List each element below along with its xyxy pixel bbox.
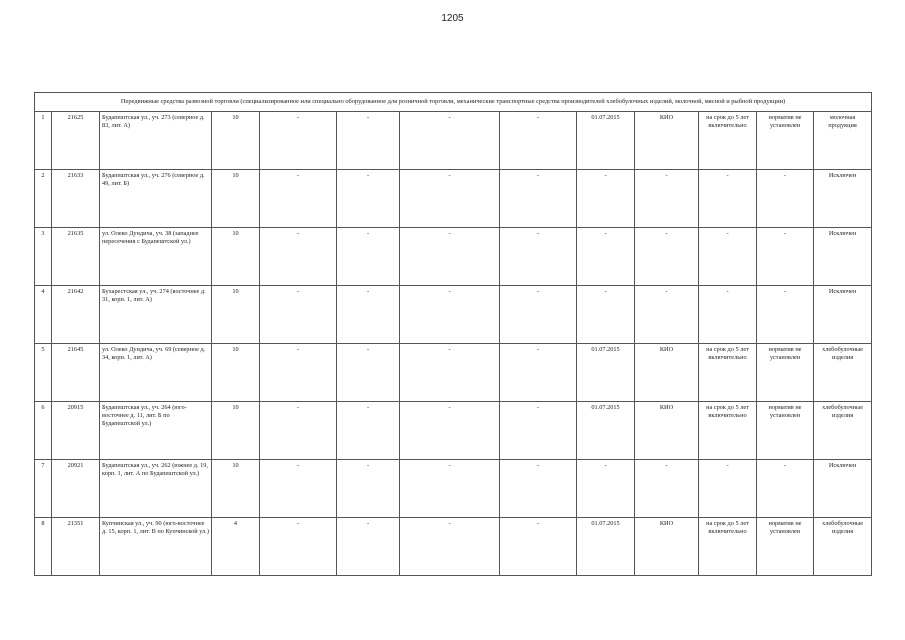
norm-cell: норматив не установлен bbox=[757, 402, 814, 460]
row-number: 5 bbox=[35, 344, 52, 402]
col-8-cell: - bbox=[500, 112, 577, 170]
col-6-cell: - bbox=[337, 402, 400, 460]
col-6-cell: - bbox=[337, 112, 400, 170]
date-cell: - bbox=[577, 460, 635, 518]
col-7-cell: - bbox=[400, 518, 500, 576]
col-7-cell: - bbox=[400, 286, 500, 344]
address-cell: Купчинская ул., уч. 90 (юго-восточнее д. 15, корп. 1, лит. В по Купчинской ул.) bbox=[100, 518, 212, 576]
col-6-cell: - bbox=[337, 518, 400, 576]
date-cell: 01.07.2015 bbox=[577, 518, 635, 576]
organization-cell: КИО bbox=[635, 112, 699, 170]
norm-cell: норматив не установлен bbox=[757, 518, 814, 576]
term-cell: на срок до 5 лет включительно bbox=[699, 344, 757, 402]
object-id: 20915 bbox=[52, 402, 100, 460]
date-cell: - bbox=[577, 170, 635, 228]
section-title: Передвижные средства развозной торговли (специализированное или специально оборудованное для розничной торговли, механические транспортные средства производителей хлебобулочных изделий, молочной, мясной и рыбной продукции) bbox=[35, 93, 872, 112]
row-number: 6 bbox=[35, 402, 52, 460]
col-5-cell: - bbox=[260, 518, 337, 576]
table-row bbox=[35, 170, 872, 228]
col-8-cell: - bbox=[500, 460, 577, 518]
norm-cell: - bbox=[757, 460, 814, 518]
col-7-cell: - bbox=[400, 170, 500, 228]
col-5-cell: - bbox=[260, 170, 337, 228]
col-8-cell: - bbox=[500, 286, 577, 344]
col-6-cell: - bbox=[337, 228, 400, 286]
product-cell: Исключен bbox=[814, 286, 872, 344]
quantity-cell: 10 bbox=[212, 112, 260, 170]
organization-cell: - bbox=[635, 460, 699, 518]
table-row bbox=[35, 112, 872, 170]
date-cell: - bbox=[577, 286, 635, 344]
register-table bbox=[34, 92, 872, 576]
table-row bbox=[35, 518, 872, 576]
table-row bbox=[35, 344, 872, 402]
address-cell: Будапештская ул., уч. 262 (южнее д. 19, корп. 1, лит. А по Будапештской ул.) bbox=[100, 460, 212, 518]
col-8-cell: - bbox=[500, 402, 577, 460]
organization-cell: - bbox=[635, 170, 699, 228]
term-cell: - bbox=[699, 228, 757, 286]
quantity-cell: 10 bbox=[212, 402, 260, 460]
col-5-cell: - bbox=[260, 460, 337, 518]
product-cell: хлебобулочные изделия bbox=[814, 344, 872, 402]
section-caption-row bbox=[35, 93, 872, 112]
row-number: 3 bbox=[35, 228, 52, 286]
col-6-cell: - bbox=[337, 170, 400, 228]
col-7-cell: - bbox=[400, 402, 500, 460]
quantity-cell: 10 bbox=[212, 228, 260, 286]
quantity-cell: 4 bbox=[212, 518, 260, 576]
col-8-cell: - bbox=[500, 518, 577, 576]
product-cell: молочная продукция bbox=[814, 112, 872, 170]
address-cell: Будапештская ул., уч. 264 (юго-восточнее д. 11, лит. Б по Будапештской ул.) bbox=[100, 402, 212, 460]
col-7-cell: - bbox=[400, 112, 500, 170]
table-row bbox=[35, 460, 872, 518]
object-id: 20921 bbox=[52, 460, 100, 518]
row-number: 1 bbox=[35, 112, 52, 170]
product-cell: Исключен bbox=[814, 228, 872, 286]
norm-cell: норматив не установлен bbox=[757, 344, 814, 402]
address-cell: ул. Олеко Дундича, уч. 38 (западнее пересечения с Будапештской ул.) bbox=[100, 228, 212, 286]
norm-cell: - bbox=[757, 170, 814, 228]
object-id: 21633 bbox=[52, 170, 100, 228]
col-5-cell: - bbox=[260, 112, 337, 170]
organization-cell: - bbox=[635, 228, 699, 286]
norm-cell: норматив не установлен bbox=[757, 112, 814, 170]
quantity-cell: 10 bbox=[212, 286, 260, 344]
col-6-cell: - bbox=[337, 344, 400, 402]
row-number: 8 bbox=[35, 518, 52, 576]
address-cell: Бухарестская ул., уч. 274 (восточнее д. 31, корп. 1, лит. А) bbox=[100, 286, 212, 344]
row-number: 7 bbox=[35, 460, 52, 518]
product-cell: Исключен bbox=[814, 170, 872, 228]
object-id: 21635 bbox=[52, 228, 100, 286]
organization-cell: КИО bbox=[635, 344, 699, 402]
address-cell: ул. Олеко Дундича, уч. 69 (северное д. 34, корп. 1, лит. А) bbox=[100, 344, 212, 402]
term-cell: на срок до 5 лет включительно bbox=[699, 518, 757, 576]
table-row bbox=[35, 228, 872, 286]
table-row bbox=[35, 402, 872, 460]
quantity-cell: 10 bbox=[212, 170, 260, 228]
organization-cell: КИО bbox=[635, 518, 699, 576]
col-6-cell: - bbox=[337, 460, 400, 518]
date-cell: 01.07.2015 bbox=[577, 344, 635, 402]
date-cell: 01.07.2015 bbox=[577, 402, 635, 460]
col-6-cell: - bbox=[337, 286, 400, 344]
row-number: 2 bbox=[35, 170, 52, 228]
col-8-cell: - bbox=[500, 344, 577, 402]
date-cell: - bbox=[577, 228, 635, 286]
col-7-cell: - bbox=[400, 344, 500, 402]
col-7-cell: - bbox=[400, 228, 500, 286]
table-row bbox=[35, 286, 872, 344]
col-5-cell: - bbox=[260, 402, 337, 460]
organization-cell: КИО bbox=[635, 402, 699, 460]
col-8-cell: - bbox=[500, 170, 577, 228]
product-cell: хлебобулочные изделия bbox=[814, 402, 872, 460]
product-cell: хлебобулочные изделия bbox=[814, 518, 872, 576]
product-cell: Исключен bbox=[814, 460, 872, 518]
col-5-cell: - bbox=[260, 286, 337, 344]
address-cell: Будапештская ул., уч. 273 (северное д. 83, лит. А) bbox=[100, 112, 212, 170]
col-7-cell: - bbox=[400, 460, 500, 518]
quantity-cell: 10 bbox=[212, 460, 260, 518]
col-5-cell: - bbox=[260, 344, 337, 402]
object-id: 21625 bbox=[52, 112, 100, 170]
norm-cell: - bbox=[757, 286, 814, 344]
object-id: 21645 bbox=[52, 344, 100, 402]
date-cell: 01.07.2015 bbox=[577, 112, 635, 170]
term-cell: - bbox=[699, 170, 757, 228]
row-number: 4 bbox=[35, 286, 52, 344]
col-8-cell: - bbox=[500, 228, 577, 286]
page-number: 1205 bbox=[441, 13, 464, 24]
norm-cell: - bbox=[757, 228, 814, 286]
object-id: 21351 bbox=[52, 518, 100, 576]
col-5-cell: - bbox=[260, 228, 337, 286]
organization-cell: - bbox=[635, 286, 699, 344]
object-id: 21642 bbox=[52, 286, 100, 344]
term-cell: - bbox=[699, 460, 757, 518]
term-cell: - bbox=[699, 286, 757, 344]
address-cell: Будапештская ул., уч. 276 (северное д. 49, лит. Б) bbox=[100, 170, 212, 228]
term-cell: на срок до 5 лет включительно bbox=[699, 402, 757, 460]
quantity-cell: 10 bbox=[212, 344, 260, 402]
term-cell: на срок до 5 лет включительно bbox=[699, 112, 757, 170]
